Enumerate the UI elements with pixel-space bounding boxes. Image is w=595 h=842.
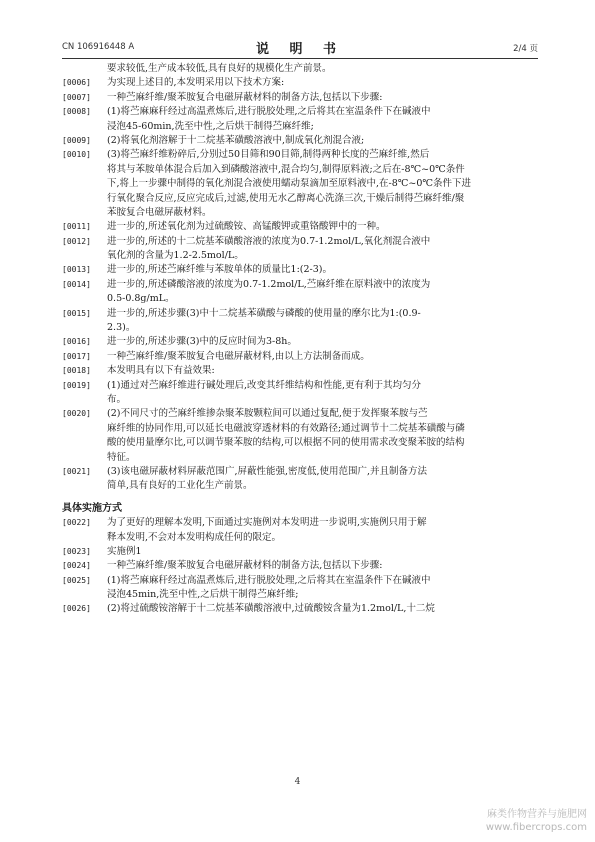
text-line [62, 235, 536, 249]
text-line [62, 335, 536, 349]
line-text: 行氧化聚合反应,反应完成后,过滤,使用无水乙醇离心洗涤三次,干燥后制得苎麻纤维/聚 [107, 192, 465, 204]
text-line [62, 120, 536, 134]
text-line [62, 292, 536, 306]
section-gap [62, 494, 536, 502]
line-text: 氧化剂的含量为1.2-2.5mol/L。 [107, 250, 244, 262]
line-text: 一种苎麻纤维/聚苯胺复合电磁屏蔽材料,由以上方法制备而成。 [107, 350, 370, 362]
paragraph-number: [0023] [62, 546, 91, 556]
line-text: (1)将苎麻麻秆经过高温煮炼后,进行脱胶处理,之后将其在室温条件下在碱液中 [107, 106, 431, 118]
paragraph-number: [0025] [62, 575, 91, 585]
text-line [62, 407, 536, 421]
text-line [62, 379, 536, 393]
text-line [62, 364, 536, 378]
line-text: 将其与苯胺单体混合后加入到磷酸溶液中,混合均匀,制得原料液;之后在-8℃~0℃条件 [107, 163, 465, 175]
paragraph-number: [0015] [62, 308, 91, 318]
text-line [62, 479, 536, 493]
text-line [62, 192, 536, 206]
line-text: (2)将过硫酸铵溶解于十二烷基苯磺酸溶液中,过硫酸铵含量为1.2mol/L,十二烷 [107, 603, 435, 615]
text-line [62, 263, 536, 277]
text-line [62, 177, 536, 191]
line-text: 一种苎麻纤维/聚苯胺复合电磁屏蔽材料的制备方法,包括以下步骤: [107, 560, 383, 572]
doc-number: CN 106916448 A [62, 42, 135, 52]
paragraph-number: [0011] [62, 222, 91, 232]
section-heading [62, 502, 536, 516]
paragraph-number: [0019] [62, 380, 91, 390]
page-header [62, 38, 538, 56]
line-text: 进一步的,所述苎麻纤维与苯胺单体的质量比1:(2-3)。 [107, 264, 332, 276]
line-text: 要求较低,生产成本较低,具有良好的规模化生产前景。 [107, 63, 332, 74]
text-line [62, 134, 536, 148]
paragraph-number: [0018] [62, 366, 91, 376]
text-line [62, 574, 536, 588]
paragraph-number: [0009] [62, 135, 91, 145]
paragraph-number: [0013] [62, 265, 91, 275]
text-line [62, 249, 536, 263]
line-text: 进一步的,所述的十二烷基苯磺酸溶液的浓度为0.7-1.2mol/L,氧化剂混合液中 [107, 235, 431, 247]
page-number: 4 [294, 777, 301, 787]
line-text: 浸泡45-60min,洗至中性,之后烘干制得苎麻纤维; [107, 120, 314, 132]
line-text: 布。 [107, 393, 127, 405]
header-rule [62, 58, 538, 59]
paragraph-number: [0010] [62, 150, 91, 160]
document-body [62, 62, 536, 617]
line-text: 苯胺复合电磁屏蔽材料。 [107, 206, 212, 218]
text-line [62, 516, 536, 530]
text-line [62, 206, 536, 220]
line-text: 酸的使用量摩尔比,可以调节聚苯胺的结构,可以根据不同的使用需求改变聚苯胺的结构 [107, 437, 465, 449]
text-line [62, 76, 536, 90]
text-line [62, 602, 536, 616]
line-text: 下,将上一步骤中制得的氧化剂混合液使用蠕动泵滴加至原料液中,在-8℃~0℃条件下进 [107, 178, 472, 190]
line-text: 浸泡45min,洗至中性,之后烘干制得苎麻纤维; [107, 589, 299, 601]
text-line [62, 465, 536, 479]
text-line [62, 105, 536, 119]
line-text: 实施例1 [107, 545, 142, 557]
text-line [62, 531, 536, 545]
text-line [62, 148, 536, 162]
text-line [62, 451, 536, 465]
line-text: (1)将苎麻麻秆经过高温煮炼后,进行脱胶处理,之后将其在室温条件下在碱液中 [107, 574, 431, 586]
line-text: (1)通过对苎麻纤维进行碱处理后,改变其纤维结构和性能,更有利于其均匀分 [107, 379, 421, 391]
paragraph-number: [0020] [62, 409, 91, 419]
watermark-logo [486, 808, 587, 834]
line-text: 进一步的,所述磷酸溶液的浓度为0.7-1.2mol/L,苎麻纤维在原料液中的浓度为 [107, 278, 431, 290]
line-text: 一种苎麻纤维/聚苯胺复合电磁屏蔽材料的制备方法,包括以下步骤: [107, 91, 383, 103]
paragraph-number: [0021] [62, 466, 91, 476]
line-text: 本发明具有以下有益效果: [107, 365, 215, 377]
text-line [62, 422, 536, 436]
line-text: 进一步的,所述步骤(3)中的反应时间为3-8h。 [107, 336, 297, 348]
text-line [62, 436, 536, 450]
paragraph-number: [0012] [62, 236, 91, 246]
text-line [62, 321, 536, 335]
watermark-title: 麻类作物营养与施肥网 [487, 809, 587, 820]
paragraph-number: [0016] [62, 337, 91, 347]
text-line [62, 545, 536, 559]
line-text: 进一步的,所述氧化剂为过硫酸铵、高锰酸钾或重铬酸钾中的一种。 [107, 221, 386, 233]
paragraph-number: [0007] [62, 92, 91, 102]
text-line [62, 163, 536, 177]
line-text: 为实现上述目的,本发明采用以下技术方案: [107, 77, 285, 89]
line-text: 2.3)。 [107, 322, 136, 334]
paragraph-number: [0014] [62, 279, 91, 289]
watermark-url: www.fibercrops.com [485, 822, 587, 833]
line-text: (3)将苎麻纤维粉碎后,分别过50目筛和90目筛,制得两种长度的苎麻纤维,然后 [107, 149, 430, 161]
line-text: (2)将氧化剂溶解于十二烷基苯磺酸溶液中,制成氧化剂混合液; [107, 134, 365, 146]
text-line [62, 559, 536, 573]
section-heading-text: 具体实施方式 [62, 502, 122, 514]
paragraph-number: [0024] [62, 561, 91, 571]
text-line [62, 307, 536, 321]
text-line [62, 62, 536, 76]
page-count: 2/4 页 [513, 44, 538, 54]
text-line [62, 588, 536, 602]
text-line [62, 393, 536, 407]
paragraph-number: [0017] [62, 351, 91, 361]
paragraph-number: [0008] [62, 107, 91, 117]
line-text: 简单,具有良好的工业化生产前景。 [107, 480, 253, 492]
line-text: 麻纤维的协同作用,可以延长电磁波穿透材料的有效路径;通过调节十二烷基苯磺酸与磷 [107, 422, 465, 434]
line-text: 0.5-0.8g/mL。 [107, 293, 175, 305]
paragraph-number: [0026] [62, 604, 91, 614]
text-line [62, 91, 536, 105]
line-text: 释本发明,不会对本发明构成任何的限定。 [107, 531, 282, 543]
line-text: 进一步的,所述步骤(3)中十二烷基苯磺酸与磷酸的使用量的摩尔比为1:(0.9- [107, 307, 421, 319]
text-line [62, 278, 536, 292]
text-line [62, 350, 536, 364]
paragraph-number: [0022] [62, 518, 91, 528]
page-title: 说 明 书 [255, 42, 345, 57]
line-text: 特征。 [107, 451, 136, 463]
text-line [62, 220, 536, 234]
paragraph-number: [0006] [62, 78, 91, 88]
line-text: (2)不同尺寸的苎麻纤维掺杂聚苯胺颗粒间可以通过复配,便于发挥聚苯胺与苎 [107, 408, 428, 420]
line-text: (3)该电磁屏蔽材料屏蔽范围广,屏蔽性能强,密度低,使用范围广,并且制备方法 [107, 465, 428, 477]
line-text: 为了更好的理解本发明,下面通过实施例对本发明进一步说明,实施例只用于解 [107, 517, 427, 529]
